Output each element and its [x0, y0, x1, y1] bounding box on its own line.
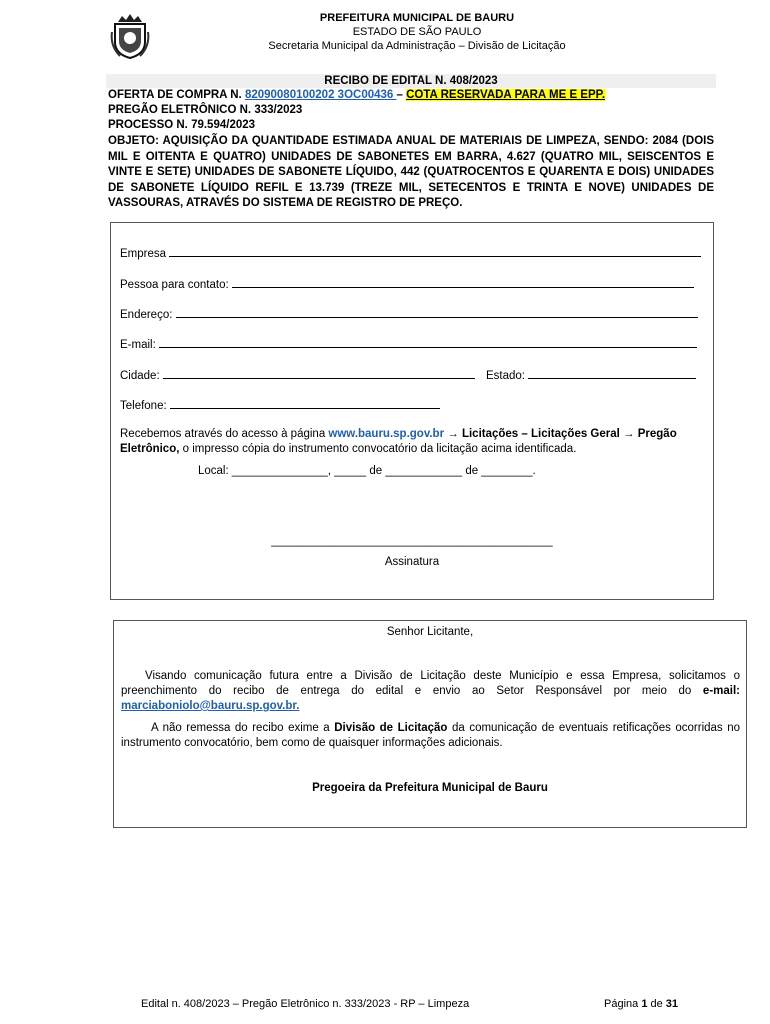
- notice-p2-end: da comunicação de eventuais retificações ocorridas no instrumento convocatório, bem como de quaisquer informações adicionais.: [121, 722, 741, 749]
- municipal-coat-of-arms: [110, 12, 150, 60]
- footer-page-number: [604, 998, 678, 1010]
- notice-email-label: e-mail:: [702, 685, 740, 697]
- header-city-hall: PREFEITURA MUNICIPAL DE BAURU: [319, 12, 515, 24]
- signature-label: Assinatura: [384, 556, 440, 568]
- email-field[interactable]: [120, 337, 697, 352]
- notice-paragraph-2: [121, 721, 740, 751]
- phone-line[interactable]: [170, 398, 440, 409]
- offer-number-link[interactable]: 82090080100202 3OC00436: [244, 89, 397, 101]
- company-line[interactable]: [169, 246, 701, 257]
- notice-email-link[interactable]: marciaboniolo@bauru.sp.gov.br.: [121, 700, 300, 712]
- contact-line[interactable]: [232, 277, 694, 288]
- city-line[interactable]: [163, 368, 475, 379]
- receipt-statement-start: Recebemos através do acesso à página: [120, 428, 329, 440]
- footer-page-total: 31: [665, 998, 679, 1010]
- contact-field[interactable]: [120, 277, 694, 292]
- receipt-title: RECIBO DE EDITAL N. 408/2023: [324, 75, 498, 87]
- notice-p2-start: A não remessa do recibo exime a: [151, 722, 335, 734]
- address-field[interactable]: [120, 307, 698, 322]
- notice-p2-bold: Divisão de Licitação: [334, 722, 448, 734]
- receipt-statement: [120, 427, 704, 457]
- address-line[interactable]: [176, 307, 698, 318]
- notice-p1-text: Visando comunicação futura entre a Divisão de Licitação deste Município e essa Empresa, solicitamos o preenchimento do recibo de entrega do edital e envio ao Setor Responsável por meio do: [121, 670, 740, 697]
- offer-prefix: OFERTA DE COMPRA N.: [108, 89, 245, 101]
- contact-label: Pessoa para contato:: [120, 279, 229, 291]
- footer-page-mid: de: [647, 998, 666, 1010]
- signature-line[interactable]: ____________________________________________: [271, 535, 553, 547]
- phone-label: Telefone:: [120, 400, 167, 412]
- company-field[interactable]: [120, 246, 701, 261]
- reserved-quota-highlight: COTA RESERVADA PARA ME E EPP.: [406, 89, 606, 101]
- address-label: Endereço:: [120, 309, 173, 321]
- notice-paragraph-1: [121, 669, 740, 714]
- footer-page-prefix: Página: [604, 998, 642, 1010]
- phone-field[interactable]: [120, 398, 440, 413]
- bauru-site-link[interactable]: www.bauru.sp.gov.br: [328, 428, 445, 440]
- notice-signoff: Pregoeira da Prefeitura Municipal de Bauru: [312, 782, 548, 794]
- email-line[interactable]: [159, 337, 697, 348]
- footer-edital-ref: Edital n. 408/2023 – Pregão Eletrônico n. 333/2023 - RP – Limpeza: [141, 998, 470, 1010]
- offer-dash: –: [396, 89, 407, 101]
- header-state: ESTADO DE SÃO PAULO: [352, 26, 482, 38]
- state-field[interactable]: [486, 368, 696, 383]
- object-description: OBJETO: AQUISIÇÃO DA QUANTIDADE ESTIMADA ANUAL DE MATERIAIS DE LIMPEZA, SENDO: 2084 (DOIS MIL E OITENTA E QUATRO) UNIDADES DE SABONETES EM BARRA, 4.627 (QUATRO MIL, SEISCENTOS E VINTE E SETE) UNIDADES DE SABONETE LÍQUIDO, 442 (QUATROCENTOS E QUARENTA E DOIS) UNIDADES DE SABONETE LÍQUIDO REFIL E 13.739 (TREZE MIL, SETECENTOS E TRINTA E NOVE) UNIDADES DE VASSOURAS, ATRAVÉS DO SISTEMA DE REGISTRO DE PREÇO.: [108, 135, 714, 210]
- company-label: Empresa: [120, 248, 167, 260]
- email-label: E-mail:: [120, 339, 156, 351]
- receipt-statement-end: o impresso cópia do instrumento convocatório da licitação acima identificada.: [179, 443, 577, 455]
- notice-greeting: Senhor Licitante,: [386, 626, 474, 638]
- header-department: Secretaria Municipal da Administração – Divisão de Licitação: [268, 40, 566, 52]
- process-number: PROCESSO N. 79.594/2023: [108, 119, 256, 131]
- city-label: Cidade:: [120, 370, 160, 382]
- pregao-number: PREGÃO ELETRÔNICO N. 333/2023: [108, 104, 303, 116]
- city-field[interactable]: [120, 368, 475, 383]
- footer-page-current: 1: [641, 998, 648, 1010]
- local-date-line[interactable]: Local: _______________, _____ de ____________ de ________.: [198, 465, 536, 477]
- offer-line: [108, 88, 718, 103]
- state-label: Estado:: [486, 370, 525, 382]
- state-line[interactable]: [528, 368, 696, 379]
- receipt-path: → Licitações – Licitações Geral → Pregão Eletrônico,: [120, 428, 677, 455]
